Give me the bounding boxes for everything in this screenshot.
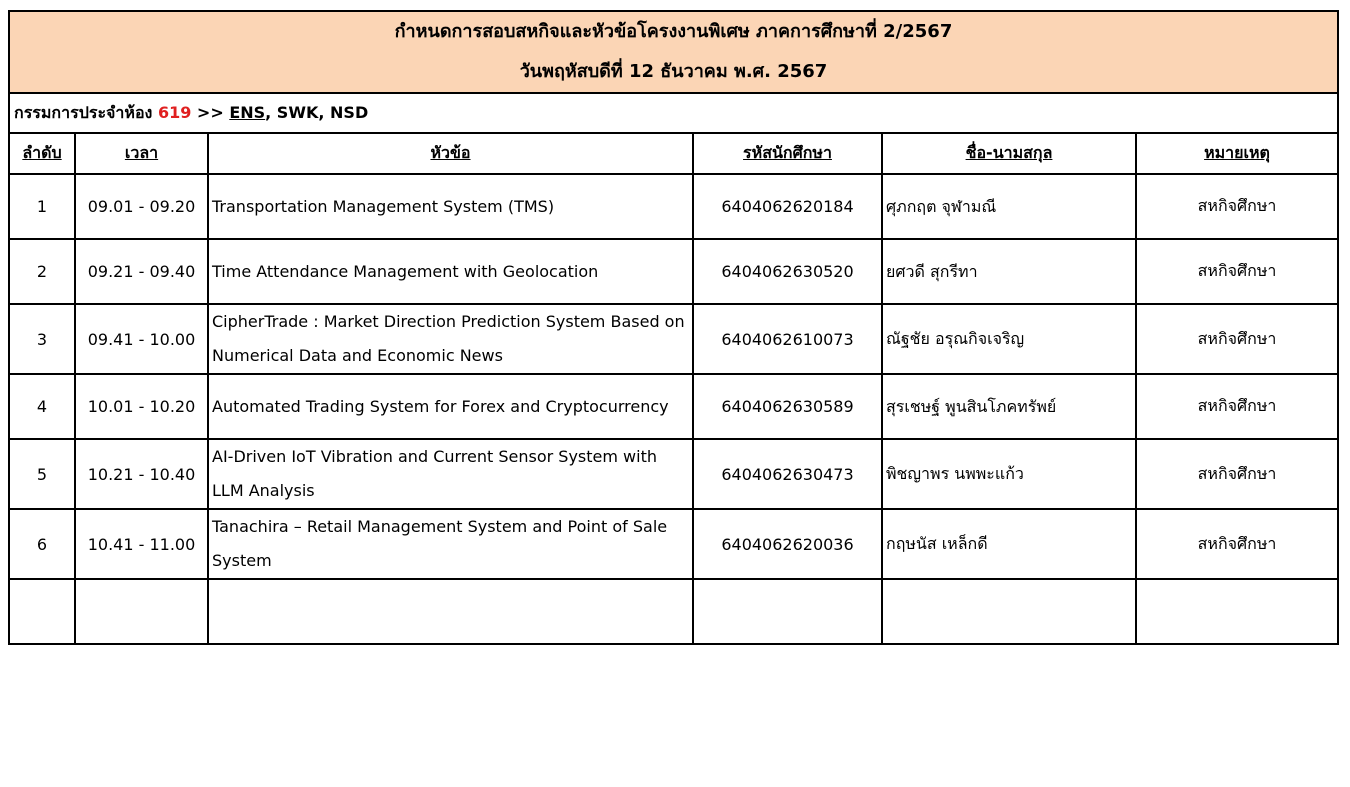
row-name: ยศวดี สุกรีทา (882, 239, 1136, 304)
title-row (9, 11, 1338, 93)
row-time: 10.01 - 10.20 (75, 374, 208, 439)
row-name: พิชญาพร นพพะแก้ว (882, 439, 1136, 509)
row-remark: สหกิจศึกษา (1136, 239, 1338, 304)
room-number: 619 (157, 102, 192, 122)
table-row (9, 239, 1338, 304)
row-student-id: 6404062620036 (693, 509, 882, 579)
empty-cell (1136, 579, 1338, 644)
table-row (9, 439, 1338, 509)
column-header-no: ลำดับ (9, 133, 75, 174)
row-topic: CipherTrade : Market Direction Prediction System Based on Numerical Data and Economic News (208, 304, 693, 374)
row-name: สุรเชษฐ์ พูนสินโภคทรัพย์ (882, 374, 1136, 439)
row-student-id: 6404062630520 (693, 239, 882, 304)
row-no: 4 (9, 374, 75, 439)
row-student-id: 6404062630473 (693, 439, 882, 509)
row-time: 09.41 - 10.00 (75, 304, 208, 374)
title-cell (9, 11, 1338, 93)
schedule-table (8, 10, 1339, 645)
column-header-time: เวลา (75, 133, 208, 174)
row-no: 5 (9, 439, 75, 509)
row-topic: Tanachira – Retail Management System and Point of Sale System (208, 509, 693, 579)
row-student-id: 6404062620184 (693, 174, 882, 239)
empty-row (9, 579, 1338, 644)
empty-cell (693, 579, 882, 644)
row-remark: สหกิจศึกษา (1136, 374, 1338, 439)
empty-cell (75, 579, 208, 644)
row-topic: AI-Driven IoT Vibration and Current Sensor System with LLM Analysis (208, 439, 693, 509)
committee-row (9, 93, 1338, 133)
row-time: 10.41 - 11.00 (75, 509, 208, 579)
row-no: 2 (9, 239, 75, 304)
row-name: ณัฐชัย อรุณกิจเจริญ (882, 304, 1136, 374)
table-row (9, 509, 1338, 579)
column-header-row (9, 133, 1338, 174)
row-topic: Time Attendance Management with Geolocation (208, 239, 693, 304)
row-student-id: 6404062610073 (693, 304, 882, 374)
column-header-name: ชื่อ-นามสกุล (882, 133, 1136, 174)
committee-chair: ENS (229, 102, 266, 122)
column-header-remark: หมายเหตุ (1136, 133, 1338, 174)
row-remark: สหกิจศึกษา (1136, 439, 1338, 509)
committee-arrow: >> (196, 102, 224, 122)
empty-cell (9, 579, 75, 644)
row-student-id: 6404062630589 (693, 374, 882, 439)
table-row (9, 174, 1338, 239)
schedule-title: กำหนดการสอบสหกิจและหัวข้อโครงงานพิเศษ ภาคการศึกษาที่ 2/2567 (394, 21, 953, 42)
table-row (9, 374, 1338, 439)
row-name: ศุภกฤต จุฬามณี (882, 174, 1136, 239)
row-time: 09.01 - 09.20 (75, 174, 208, 239)
row-topic: Automated Trading System for Forex and Cryptocurrency (208, 374, 693, 439)
row-name: กฤษนัส เหล็กดี (882, 509, 1136, 579)
committee-members: , SWK, NSD (265, 102, 369, 122)
row-no: 1 (9, 174, 75, 239)
column-header-topic: หัวข้อ (208, 133, 693, 174)
row-time: 09.21 - 09.40 (75, 239, 208, 304)
row-topic: Transportation Management System (TMS) (208, 174, 693, 239)
row-remark: สหกิจศึกษา (1136, 174, 1338, 239)
row-time: 10.21 - 10.40 (75, 439, 208, 509)
row-remark: สหกิจศึกษา (1136, 304, 1338, 374)
committee-label: กรรมการประจำห้อง (14, 102, 153, 122)
column-header-student-id: รหัสนักศึกษา (693, 133, 882, 174)
table-row (9, 304, 1338, 374)
empty-cell (208, 579, 693, 644)
schedule-date: วันพฤหัสบดีที่ 12 ธันวาคม พ.ศ. 2567 (519, 61, 828, 82)
row-no: 6 (9, 509, 75, 579)
empty-cell (882, 579, 1136, 644)
committee-cell (9, 93, 1338, 133)
row-remark: สหกิจศึกษา (1136, 509, 1338, 579)
row-no: 3 (9, 304, 75, 374)
